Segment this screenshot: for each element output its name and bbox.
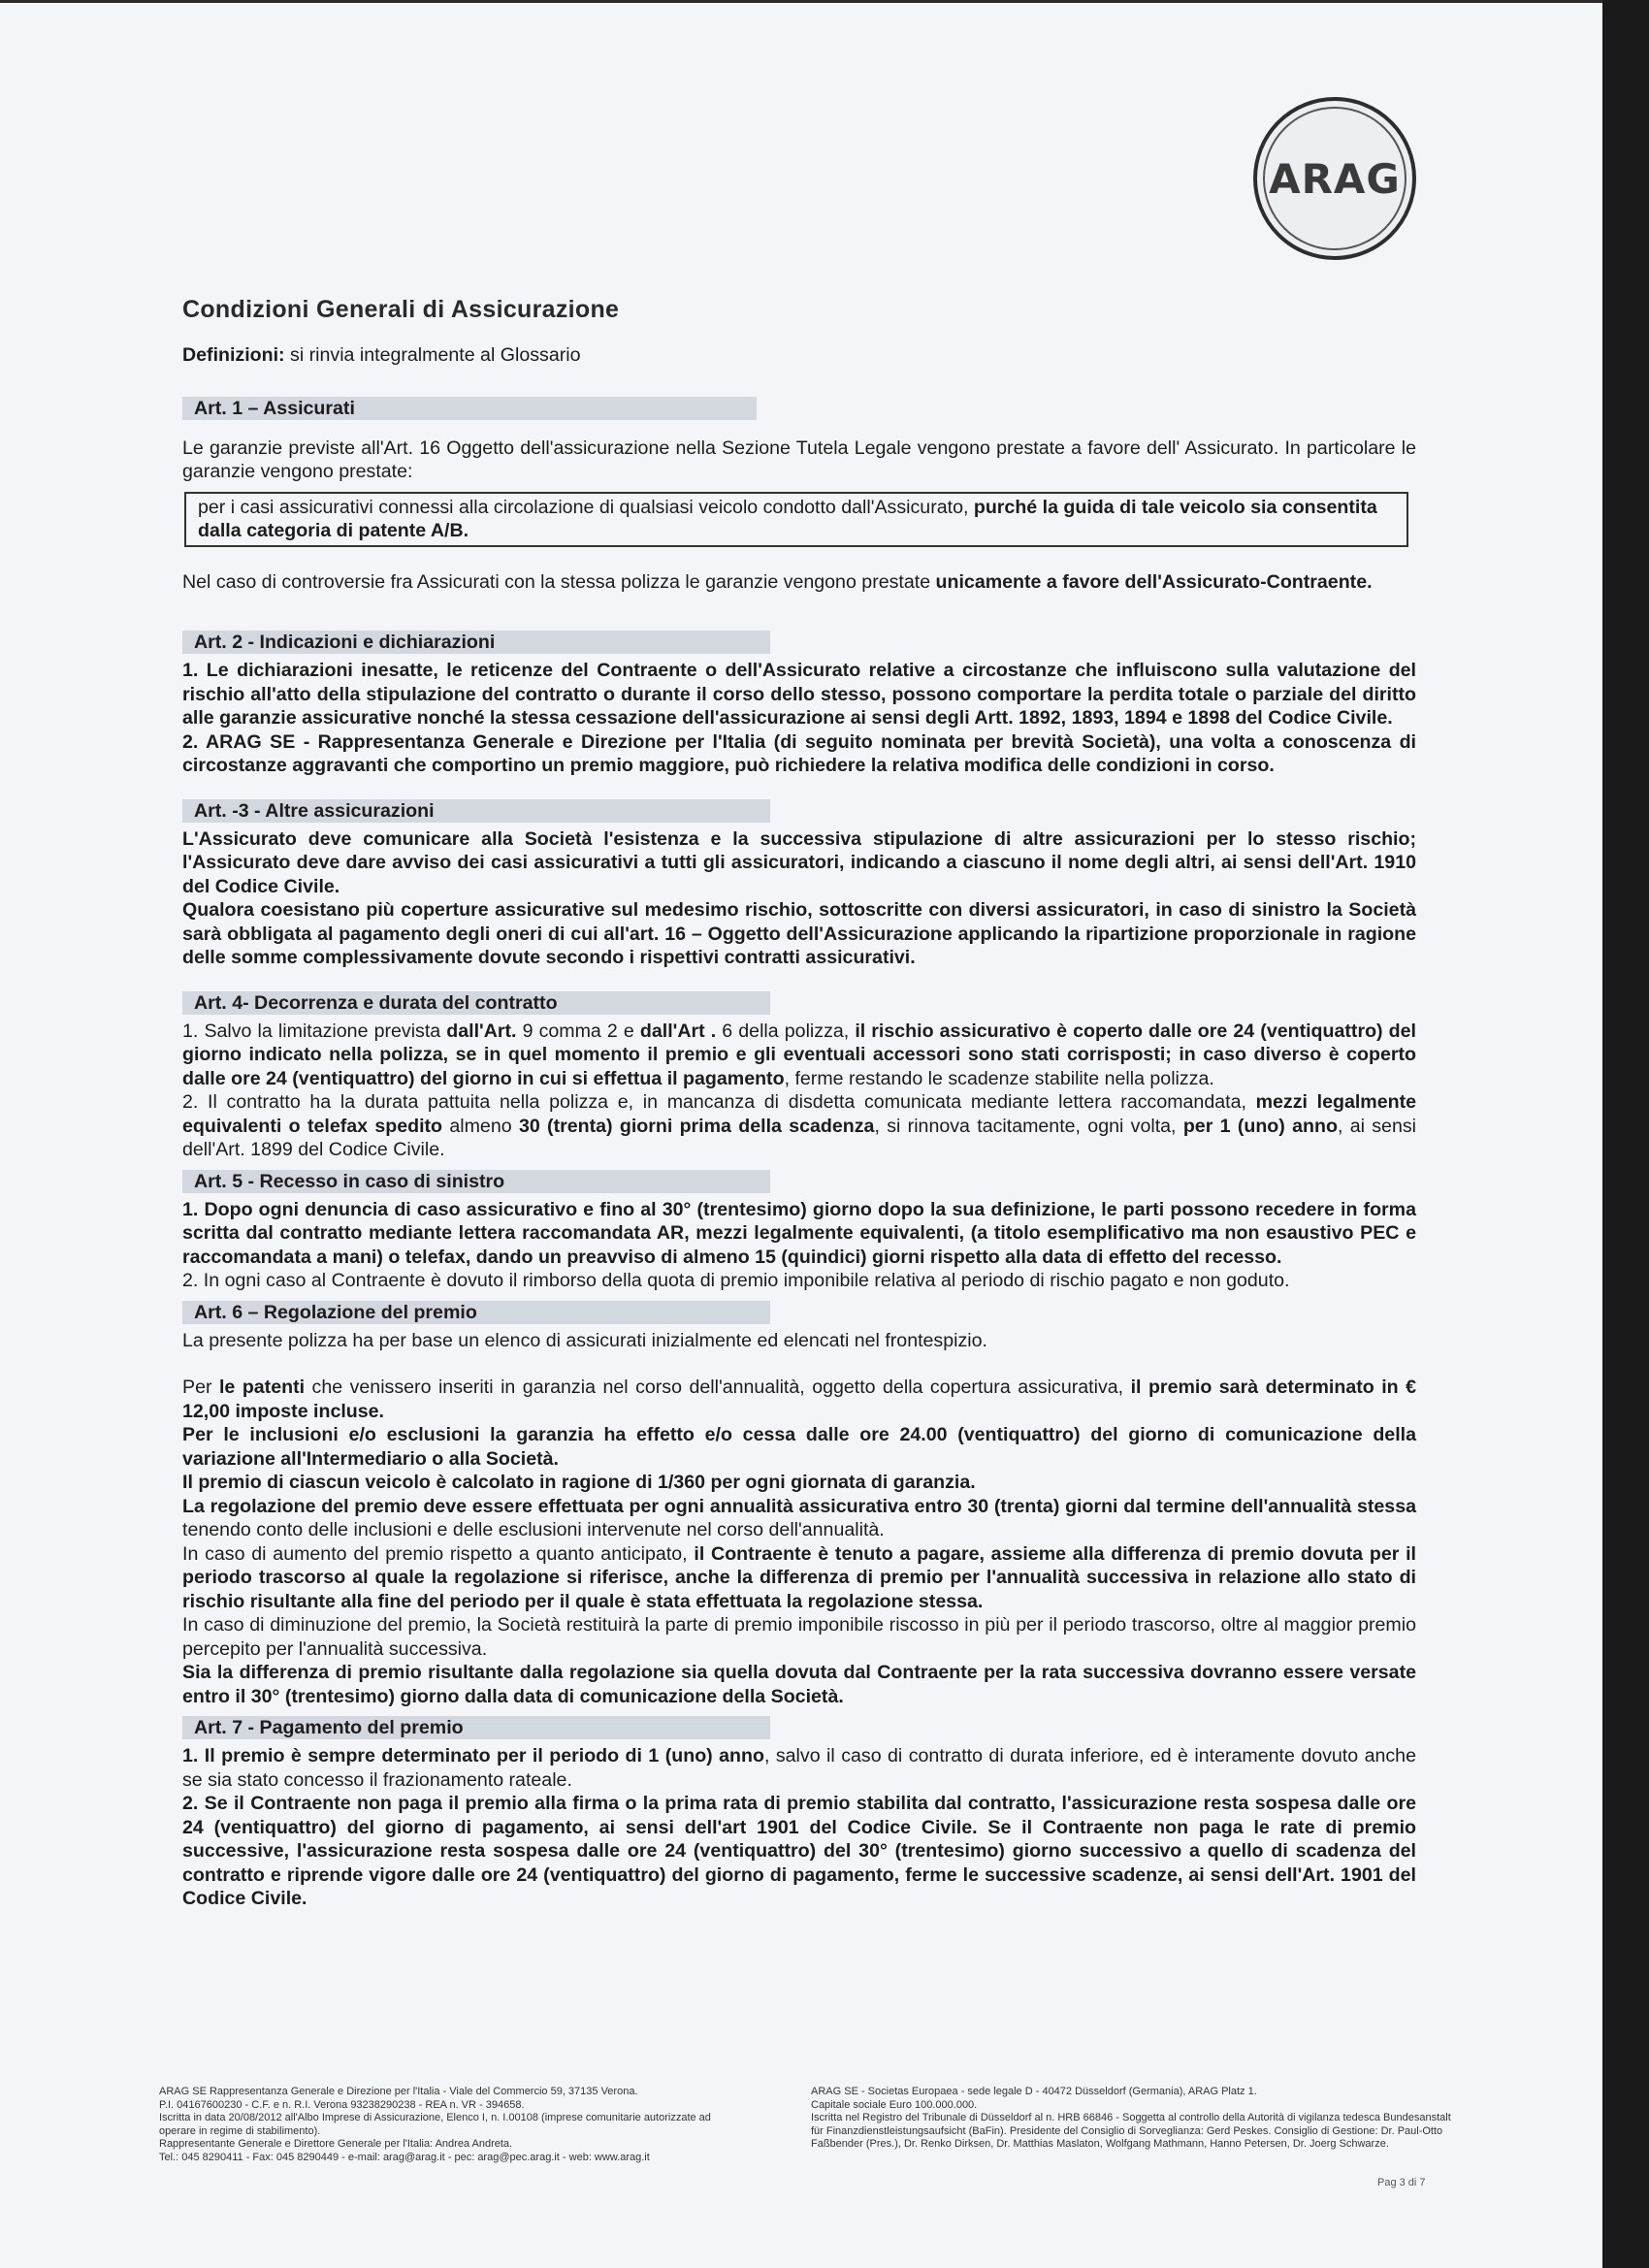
- art6-paragraph-6: [182, 1542, 1416, 1614]
- art6-p6-b: il Contraente è tenuto a pagare, assieme alla differenza di premio dovuta per il periodo trascorso al quale la regolazione si riferisce, anche la differenza di premio per l'annualità successiva in relazione allo stato di rischio risultante alla fine del periodo per il quale è stata effettuata la regolazione stessa.: [182, 1542, 1416, 1612]
- arag-logo: [1253, 97, 1416, 260]
- logo-text: ARAG: [1269, 154, 1401, 203]
- definizioni-line: [182, 343, 1416, 368]
- document-title: Condizioni Generali di Assicurazione: [182, 296, 620, 323]
- art4-paragraph-2: [182, 1090, 1416, 1162]
- art3-header: Art. -3 - Altre assicurazioni: [182, 799, 770, 823]
- art6-p6-a: In caso di aumento del premio rispetto a quanto anticipato,: [182, 1542, 695, 1565]
- art1-header: Art. 1 – Assicurati: [182, 397, 757, 420]
- art6-p5-b: tenendo conto delle inclusioni e delle esclusioni intervenute nel corso dell'annualità.: [182, 1519, 885, 1540]
- logo-ring: [1263, 107, 1406, 250]
- document-body: [182, 293, 1416, 1911]
- art7-p1-a: 1. Il premio è sempre determinato per il periodo di 1 (uno) anno: [182, 1745, 764, 1766]
- art4-p1-b: dall'Art.: [446, 1020, 517, 1042]
- footer-left-line: Iscritta in data 20/08/2012 all'Albo Imprese di Assicurazione, Elenco I, n. I.00108 (imprese comunitarie autorizzate ad operare in regime di stabilimento).: [159, 2112, 711, 2137]
- footer-right-line: Iscritta nel Registro del Tribunale di Düsseldorf al n. HRB 66846 - Soggetta al controllo della Autorità di vigilanza tedesca Bundesanstalt für Finanzdienstleistungsaufsicht (BaFin). Presidente del Consiglio di Sorveglianza: Gerd Peskes. Consiglio di Gestione: Dr. Paul-Otto Faßbender (Pres.), Dr. Renko Dirksen, Dr. Matthias Maslaton, Wolfgang Mathmann, Hanno Petersen, Dr. Joerg Schwarze.: [811, 2112, 1451, 2151]
- art4-p2-c: almeno: [442, 1115, 519, 1137]
- footer-right-line: ARAG SE - Societas Europaea - sede legale D - 40472 Düsseldorf (Germania), ARAG Platz 1.: [811, 2086, 1257, 2097]
- art1-p2-bold: unicamente a favore dell'Assicurato-Contraente.: [935, 570, 1373, 593]
- art6-p2-c: che venissero inseriti in garanzia nel corso dell'annualità, oggetto della copertura assicurativa,: [305, 1377, 1131, 1398]
- art6-p2-d: il premio sarà determinato in € 12,00 imposte incluse.: [182, 1377, 1417, 1422]
- art4-p1-d: dall'Art .: [639, 1020, 717, 1042]
- art1-box-bold: purché la guida di tale veicolo sia consentita dalla categoria di patente A/B.: [198, 496, 1377, 541]
- art1-boxed-clause: [184, 492, 1408, 547]
- art4-p2-a: 2. Il contratto ha la durata pattuita nella polizza e, in mancanza di disdetta comunicata mediante lettera raccomandata,: [182, 1091, 1256, 1113]
- art7-p1-b: , salvo il caso di contratto di durata inferiore, ed è interamente dovuto anche se sia stato concesso il frazionamento rateale.: [182, 1745, 1416, 1791]
- definizioni-label: Definizioni:: [182, 344, 285, 366]
- art4-p1-c: 9 comma 2 e: [516, 1020, 640, 1042]
- footer-right: [811, 2086, 1455, 2152]
- art4-header: Art. 4- Decorrenza e durata del contratto: [182, 991, 770, 1015]
- art4-p2-f: per 1 (uno) anno: [1182, 1115, 1338, 1137]
- page-number: Pag 3 di 7: [1377, 2177, 1426, 2188]
- art4-p1-e: 6 della polizza,: [716, 1020, 856, 1042]
- footer-left: [159, 2086, 731, 2165]
- art6-paragraph-7: In caso di diminuzione del premio, la Società restituirà la parte di premio imponibile riscosso in più per il periodo trascorso, oltre al maggior premio percepito per l'annualità successiva.: [182, 1614, 1416, 1660]
- art6-p2-b: le patenti: [218, 1377, 306, 1398]
- scan-edge-top: [0, 0, 1602, 3]
- art2-paragraph-2: 2. ARAG SE - Rappresentanza Generale e Direzione per l'Italia (di seguito nominata per brevità Società), una volta a conoscenza di circostanze aggravanti che comportino un premio maggiore, può richiedere la relativa modifica delle condizioni in corso.: [182, 730, 1416, 776]
- art5-paragraph-2: 2. In ogni caso al Contraente è dovuto il rimborso della quota di premio imponibile relativa al periodo di rischio pagato e non goduto.: [182, 1270, 1290, 1291]
- art4-p1-g: , ferme restando le scadenze stabilite nella polizza.: [784, 1067, 1214, 1089]
- art6-p2-a: Per: [182, 1377, 219, 1398]
- art6-p5-a: La regolazione del premio deve essere effettuata per ogni annualità assicurativa entro 30 (trenta) giorni dal termine dell'annualità stessa: [182, 1495, 1416, 1517]
- art1-paragraph-2: [182, 570, 1416, 595]
- art2-header: Art. 2 - Indicazioni e dichiarazioni: [182, 631, 770, 654]
- art4-p2-e: , si rinnova tacitamente, ogni volta,: [874, 1115, 1183, 1137]
- art3-paragraph-2: Qualora coesistano più coperture assicurative sul medesimo rischio, sottoscritte con diversi assicuratori, in caso di sinistro la Società sarà obbligata al pagamento degli oneri di cui all'art. 16 – Oggetto dell'Assicurazione applicando la ripartizione proporzionale in ragione delle somme complessivamente dovute secondo i rispettivi contratti assicurativi.: [182, 899, 1416, 968]
- art3-paragraph-1: L'Assicurato deve comunicare alla Società l'esistenza e la successiva stipulazione di altre assicurazioni per lo stesso rischio; l'Assicurato deve dare avviso dei casi assicurativi a tutti gli assicuratori, indicando a ciascuno il nome degli altri, ai sensi dell'Art. 1910 del Codice Civile.: [182, 827, 1416, 897]
- art6-paragraph-3: Per le inclusioni e/o esclusioni la garanzia ha effetto e/o cessa dalle ore 24.00 (ventiquattro) del giorno di comunicazione della variazione all'Intermediario o alla Società.: [182, 1424, 1416, 1470]
- footer-left-line: Tel.: 045 8290411 - Fax: 045 8290449 - e-mail: arag@arag.it - pec: arag@pec.arag.it - web: www.arag.it: [159, 2151, 650, 2163]
- footer-left-line: Rappresentante Generale e Direttore Generale per l'Italia: Andrea Andreta.: [159, 2138, 513, 2151]
- footer-right-line: Capitale sociale Euro 100.000.000.: [811, 2098, 978, 2111]
- art6-paragraph-1: La presente polizza ha per base un elenco di assicurati inizialmente ed elencati nel frontespizio.: [182, 1329, 987, 1351]
- art4-p2-b: mezzi legalmente equivalenti o telefax spedito: [182, 1091, 1416, 1137]
- scan-edge-right: [1602, 0, 1649, 2268]
- art7-paragraph-1: [182, 1744, 1416, 1792]
- art7-paragraph-2: 2. Se il Contraente non paga il premio alla firma o la prima rata di premio stabilita dal contratto, l'assicurazione resta sospesa dalle ore 24 (ventiquattro) del giorno di pagamento, ai sensi dell'art 1901 del Codice Civile. Se il Contraente non paga le rate di premio successive, l'assicurazione resta sospesa dalle ore 24 (ventiquattro) del 30° (trentesimo) giorno successivo a quello di scadenza del contratto e riprende vigore dalle ore 24 (ventiquattro) del giorno di pagamento, ferme le successive scadenze, ai sensi dell'Art. 1901 del Codice Civile.: [182, 1793, 1416, 1909]
- art1-p2-text: Nel caso di controversie fra Assicurati con la stessa polizza le garanzie vengono prestate: [182, 570, 936, 593]
- art6-paragraph-4: Il premio di ciascun veicolo è calcolato in ragione di 1/360 per ogni giornata di garanzia.: [182, 1472, 976, 1493]
- art4-p1-f: il rischio assicurativo è coperto dalle ore 24 (ventiquattro) del giorno indicato nella polizza, se in quel momento il premio e gli eventuali accessori sono stati corrisposti; in caso diverso è coperto dalle ore 24 (ventiquattro) del giorno in cui si effettua il pagamento: [182, 1020, 1416, 1089]
- footer-left-line: ARAG SE Rappresentanza Generale e Direzione per l'Italia - Viale del Commercio 59, 37135 Verona.: [159, 2086, 638, 2097]
- art4-p2-d: 30 (trenta) giorni prima della scadenza: [518, 1115, 875, 1137]
- art6-paragraph-8: Sia la differenza di premio risultante dalla regolazione sia quella dovuta dal Contraente per la rata successiva dovranno essere versate entro il 30° (trentesimo) giorno dalla data di comunicazione della Società.: [182, 1662, 1416, 1707]
- art6-header: Art. 6 – Regolazione del premio: [182, 1301, 770, 1324]
- art6-paragraph-2: [182, 1376, 1416, 1423]
- art6-paragraph-5: [182, 1495, 1416, 1542]
- art5-paragraph-1: 1. Dopo ogni denuncia di caso assicurativo e fino al 30° (trentesimo) giorno dopo la sua definizione, le parti possono recedere in forma scritta dal contratto mediante lettera raccomandata AR, mezzi legalmente equivalenti, (a titolo esemplificativo ma non esaustivo PEC e raccomandata a mani) o telefax, dando un preavviso di almeno 15 (quindici) giorni rispetto alla data di effetto del recesso.: [182, 1198, 1416, 1268]
- art4-paragraph-1: [182, 1020, 1416, 1091]
- art4-p1-a: 1. Salvo la limitazione prevista: [182, 1020, 447, 1042]
- definizioni-text: si rinvia integralmente al Glossario: [284, 344, 581, 366]
- art1-paragraph-1: Le garanzie previste all'Art. 16 Oggetto dell'assicurazione nella Sezione Tutela Legale vengono prestate a favore dell' Assicurato. In particolare le garanzie vengono prestate:: [182, 437, 1416, 482]
- art1-box-text: per i casi assicurativi connessi alla circolazione di qualsiasi veicolo condotto dall'Assicurato,: [198, 496, 974, 518]
- art5-header: Art. 5 - Recesso in caso di sinistro: [182, 1170, 770, 1193]
- footer-left-line: P.I. 04167600230 - C.F. e n. R.I. Verona 93238290238 - REA n. VR - 394658.: [159, 2098, 525, 2111]
- art7-header: Art. 7 - Pagamento del premio: [182, 1716, 770, 1739]
- art2-paragraph-1: 1. Le dichiarazioni inesatte, le reticenze del Contraente o dell'Assicurato relative a circostanze che influiscono sulla valutazione del rischio all'atto della stipulazione del contratto o durante il corso dello stesso, possono comportare la perdita totale o parziale del diritto alle garanzie assicurative nonché la stessa cessazione dell'assicurazione ai sensi degli Artt. 1892, 1893, 1894 e 1898 del Codice Civile.: [182, 660, 1416, 729]
- art4-p2-g: , ai sensi dell'Art. 1899 del Codice Civile.: [182, 1115, 1417, 1160]
